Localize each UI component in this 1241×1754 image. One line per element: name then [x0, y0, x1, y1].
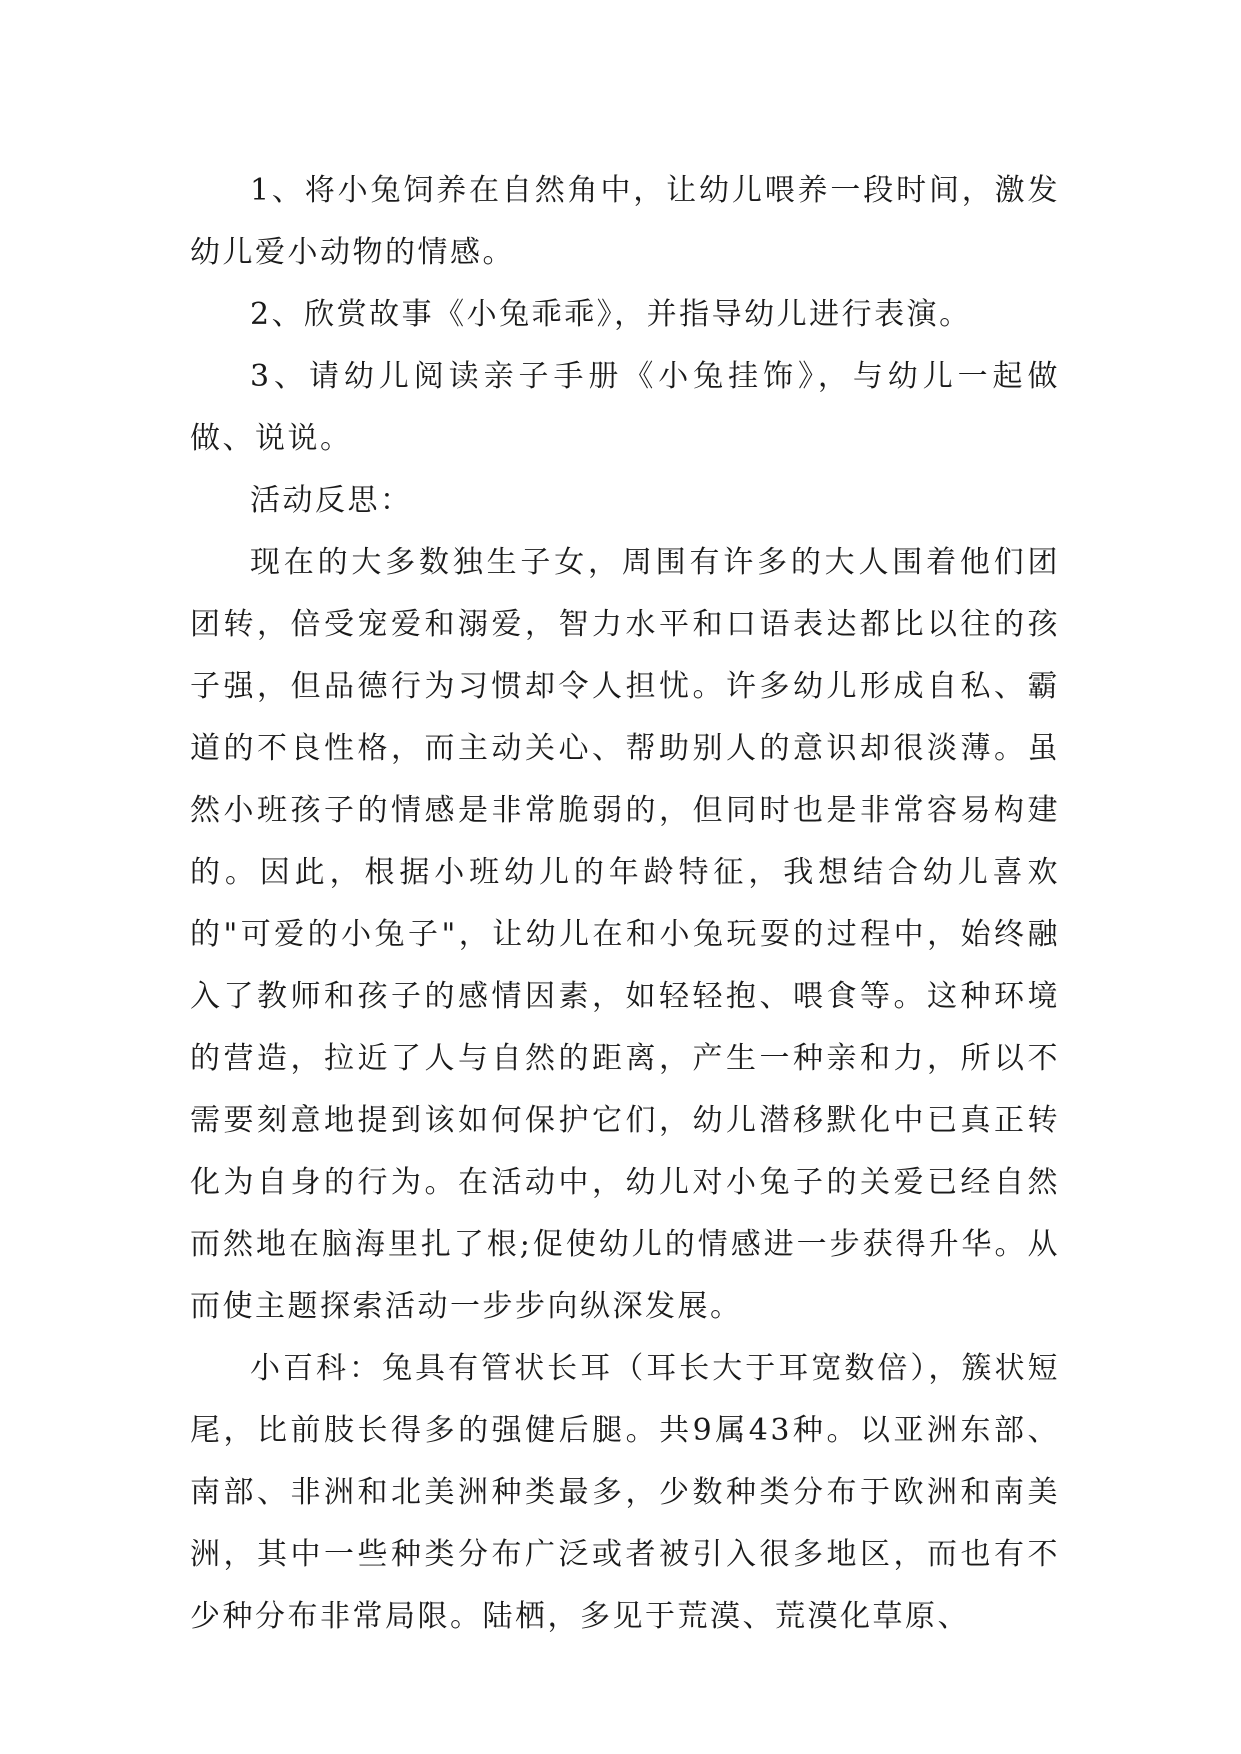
- paragraph-feeding-rabbit: 1、将小兔饲养在自然角中，让幼儿喂养一段时间，激发幼儿爱小动物的情感。: [190, 173, 1060, 270]
- document-body: [190, 160, 1060, 1648]
- section-heading-reflection: 活动反思：: [250, 483, 413, 518]
- paragraph-encyclopedia: 小百科：兔具有管状长耳（耳长大于耳宽数倍），簇状短尾，比前肢长得多的强健后腿。共9属43种。以亚洲东部、南部、非洲和北美洲种类最多，少数种类分布于欧洲和南美洲，其中一些种类分布广泛或者被引入很多地区，而也有不少种分布非常局限。陆栖，多见于荒漠、荒漠化草原、: [190, 1351, 1060, 1634]
- paragraph-parent-handbook: 3、请幼儿阅读亲子手册《小兔挂饰》，与幼儿一起做做、说说。: [190, 359, 1060, 456]
- paragraph-story-appreciation: 2、欣赏故事《小兔乖乖》，并指导幼儿进行表演。: [250, 297, 972, 332]
- paragraph-reflection: 现在的大多数独生子女，周围有许多的大人围着他们团团转，倍受宠爱和溺爱，智力水平和口语表达都比以往的孩子强，但品德行为习惯却令人担忧。许多幼儿形成自私、霸道的不良性格，而主动关心、帮助别人的意识却很淡薄。虽然小班孩子的情感是非常脆弱的，但同时也是非常容易构建的。因此，根据小班幼儿的年龄特征，我想结合幼儿喜欢的"可爱的小兔子"，让幼儿在和小兔玩耍的过程中，始终融入了教师和孩子的感情因素，如轻轻抱、喂食等。这种环境的营造，拉近了人与自然的距离，产生一种亲和力，所以不需要刻意地提到该如何保护它们，幼儿潜移默化中已真正转化为自身的行为。在活动中，幼儿对小兔子的关爱已经自然而然地在脑海里扎了根;促使幼儿的情感进一步获得升华。从而使主题探索活动一步步向纵深发展。: [190, 545, 1060, 1324]
